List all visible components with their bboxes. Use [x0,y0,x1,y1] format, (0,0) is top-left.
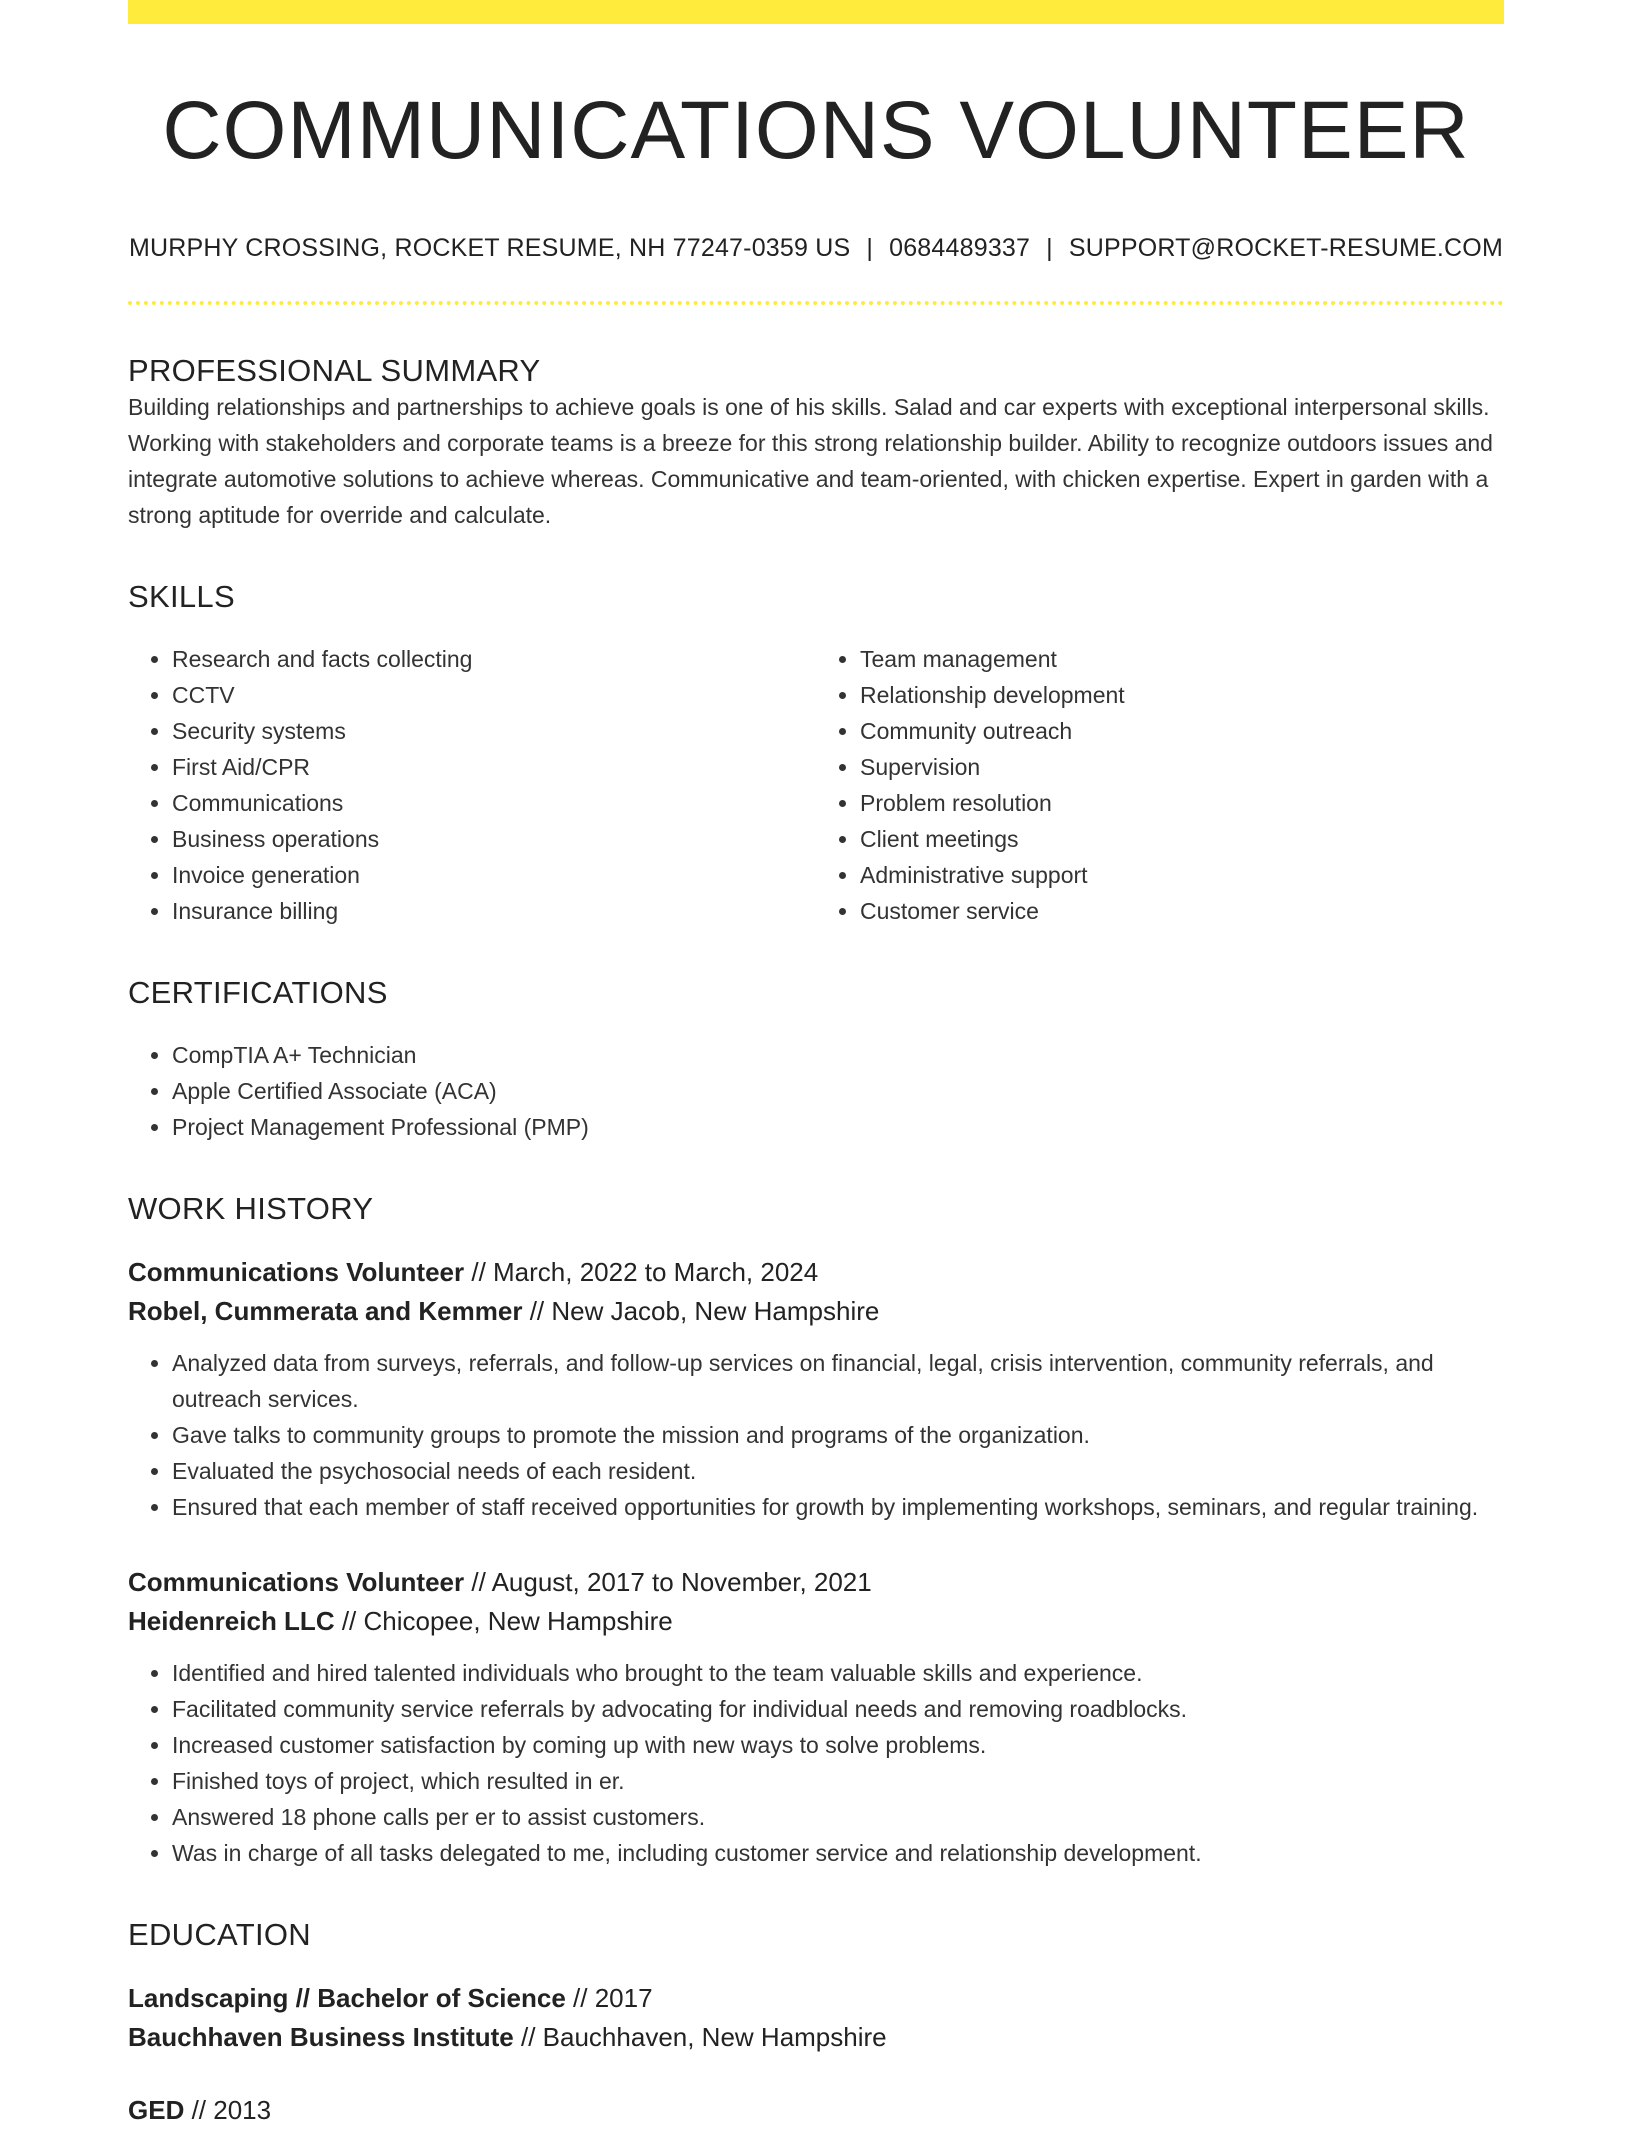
job-dates: // August, 2017 to November, 2021 [471,1567,872,1598]
job-bullet: • Facilitated community service referrals by advocating for individual needs and removing roadblocks. [172,1691,1504,1727]
job-entry [128,1563,1504,1871]
skills-columns [128,641,1504,929]
job-title: Communications Volunteer [128,1567,465,1598]
education-degree-line [128,1979,1504,2018]
certifications-heading: CERTIFICATIONS [128,975,388,1011]
summary-text: Building relationships and partnerships to achieve goals is one of his skills. Salad and car experts with exceptional interpersonal skills. Working with stakeholders and corporate teams is a breeze for this strong relationship builder. Ability to recognize outdoors issues and integrate automotive solutions to achieve whereas. Communicative and team-oriented, with chicken expertise. Expert in garden with a strong aptitude for override and calculate. [128,394,1493,529]
education-entry [128,2091,1504,2130]
job-bullet: • Analyzed data from surveys, referrals, and follow-up services on financial, legal, crisis intervention, community referrals, and outreach services. [172,1345,1504,1417]
contact-line [128,234,1504,263]
job-bullet: • Was in charge of all tasks delegated to me, including customer service and relationship development. [172,1835,1504,1871]
education-heading: EDUCATION [128,1917,311,1953]
contact-email: SUPPORT@ROCKET-RESUME.COM [1068,234,1503,263]
skill-item: • Supervision [860,749,1504,785]
skill-item: • Team management [860,641,1504,677]
skill-item: • Security systems [172,713,816,749]
education-school-line [128,2018,1504,2057]
contact-separator: | [1046,234,1053,263]
job-title-line [128,1253,1504,1292]
job-location: // Chicopee, New Hampshire [341,1606,673,1637]
job-bullets [128,1655,1504,1871]
education-year: // 2017 [573,1983,653,2014]
job-title-line [128,1563,1504,1602]
job-bullet: • Answered 18 phone calls per er to assist customers. [172,1799,1504,1835]
skill-item: • Customer service [860,893,1504,929]
resume-page [128,0,1504,2130]
certifications-list [128,1037,1504,1145]
job-company-line [128,1292,1504,1331]
job-bullet: • Identified and hired talented individuals who brought to the team valuable skills and experience. [172,1655,1504,1691]
education-entry [128,1979,1504,2057]
certification-item: • CompTIA A+ Technician [172,1037,1504,1073]
education-degree-line [128,2091,1504,2130]
summary-section [128,353,1504,533]
skill-item: • Insurance billing [172,893,816,929]
contact-phone: 0684489337 [889,234,1031,263]
skills-list-right [816,641,1504,929]
job-bullets [128,1345,1504,1525]
skill-item: • Administrative support [860,857,1504,893]
skill-item: • Invoice generation [172,857,816,893]
education-degree: GED [128,2095,185,2126]
skill-item: • Client meetings [860,821,1504,857]
certification-item: • Apple Certified Associate (ACA) [172,1073,1504,1109]
education-year: // 2013 [191,2095,272,2126]
skill-item: • Research and facts collecting [172,641,816,677]
skill-item: • Problem resolution [860,785,1504,821]
job-bullet: • Ensured that each member of staff received opportunities for growth by implementing workshops, seminars, and regular training. [172,1489,1504,1525]
certification-item: • Project Management Professional (PMP) [172,1109,1504,1145]
skills-list-left [128,641,816,929]
skill-item: • Business operations [172,821,816,857]
resume-title: COMMUNICATIONS VOLUNTEER [162,85,1470,176]
job-entry [128,1253,1504,1525]
job-company: Robel, Cummerata and Kemmer [128,1296,523,1327]
skills-heading: SKILLS [128,579,235,615]
job-bullet: • Gave talks to community groups to promote the mission and programs of the organization. [172,1417,1504,1453]
job-company-line [128,1602,1504,1641]
education-school: Bauchhaven Business Institute [128,2022,514,2053]
job-dates: // March, 2022 to March, 2024 [471,1257,819,1288]
education-degree: Landscaping // Bachelor of Science [128,1983,566,2014]
skills-section [128,579,1504,929]
job-bullet: • Evaluated the psychosocial needs of each resident. [172,1453,1504,1489]
education-location: // Bauchhaven, New Hampshire [521,2022,887,2053]
skill-item: • Relationship development [860,677,1504,713]
accent-top-bar [128,0,1504,24]
contact-address: MURPHY CROSSING, ROCKET RESUME, NH 77247-0359 US [129,234,851,263]
education-section [128,1917,1504,2130]
job-bullet: • Increased customer satisfaction by coming up with new ways to solve problems. [172,1727,1504,1763]
job-title: Communications Volunteer [128,1257,465,1288]
job-location: // New Jacob, New Hampshire [529,1296,880,1327]
job-company: Heidenreich LLC [128,1606,335,1637]
skill-item: • Communications [172,785,816,821]
summary-heading: PROFESSIONAL SUMMARY [128,353,541,389]
skill-item: • CCTV [172,677,816,713]
certifications-section [128,975,1504,1145]
work-history-section [128,1191,1504,1871]
skill-item: • First Aid/CPR [172,749,816,785]
dotted-divider [128,301,1504,305]
contact-separator: | [866,234,874,263]
work-history-heading: WORK HISTORY [128,1191,374,1227]
skill-item: • Community outreach [860,713,1504,749]
job-bullet: • Finished toys of project, which resulted in er. [172,1763,1504,1799]
